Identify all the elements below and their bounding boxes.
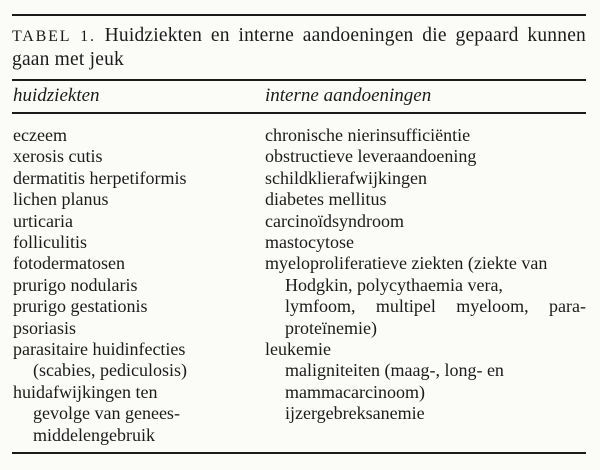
interne-aandoening-entry: mastocytose [265, 232, 354, 253]
huidziekten-entry: parasitaire huidinfecties [13, 339, 186, 360]
huidziekten-entry: dermatitis herpetiformis [13, 167, 187, 188]
huidziekten-entry: prurigo nodularis [13, 274, 138, 295]
table-row [13, 275, 586, 296]
table-row [13, 318, 586, 339]
table-row [13, 168, 586, 189]
table-row [13, 296, 586, 317]
interne-aandoening-entry: diabetes mellitus [265, 189, 387, 210]
table-row [13, 382, 586, 403]
interne-aandoening-entry: Hodgkin, polycythaemia vera, [285, 274, 503, 295]
interne-aandoening-entry: proteïnemie) [285, 317, 377, 338]
table-caption [12, 24, 586, 71]
table-row [13, 125, 586, 146]
table-row [13, 189, 586, 210]
huidziekten-entry: folliculitis [13, 232, 87, 253]
interne-aandoening-entry: myeloproliferatieve ziekten (ziekte van [265, 253, 548, 274]
interne-aandoening-entry: leukemie [265, 339, 331, 360]
huidziekten-entry: fotodermatosen [13, 253, 125, 274]
column-header-row [13, 85, 586, 107]
huidziekten-entry: middelengebruik [33, 424, 155, 445]
table-row [13, 253, 586, 274]
huidziekten-entry: (scabies, pediculosis) [33, 360, 187, 381]
huidziekten-entry: lichen planus [13, 189, 109, 210]
table-row [13, 425, 586, 446]
table-row [13, 339, 586, 360]
caption-separator-rule [12, 79, 586, 81]
interne-aandoening-entry: mammacarcinoom) [285, 381, 425, 402]
table-caption-text: Huidziekten en interne aandoeningen die gepaard kunnen [104, 25, 587, 46]
table-row [13, 360, 586, 381]
huidziekten-entry: psoriasis [13, 317, 76, 338]
huidziekten-entry: gevolge van genees- [33, 403, 180, 424]
interne-aandoening-entry: carcinoïdsyndroom [265, 210, 404, 231]
table-top-rule [12, 14, 586, 16]
interne-aandoening-entry: chronische nierinsufficiëntie [265, 125, 471, 145]
huidziekten-entry: xerosis cutis [13, 146, 103, 167]
table-row [13, 403, 586, 424]
table-body [13, 125, 586, 446]
huidziekten-entry: prurigo gestationis [13, 296, 148, 317]
table-caption-line1 [12, 24, 586, 48]
table-row [13, 232, 586, 253]
table-row [13, 146, 586, 167]
header-separator-rule [12, 112, 586, 114]
interne-aandoening-entry [285, 425, 586, 446]
table-row [13, 211, 586, 232]
table-bottom-rule [12, 452, 586, 454]
interne-aandoening-entry: obstructieve leveraandoening [265, 146, 477, 167]
interne-aandoening-entry: ijzergebreksanemie [285, 403, 425, 424]
interne-aandoening-entry: maligniteiten (maag-, long- en [285, 360, 504, 381]
interne-aandoening-entry: lymfoom, multipel myeloom, para- [285, 296, 586, 317]
huidziekten-entry: urticaria [13, 210, 73, 231]
table-caption-line2: gaan met jeuk [12, 49, 124, 70]
interne-aandoening-entry: schildklierafwijkingen [265, 167, 427, 188]
column-header-huidziekten: huidziekten [13, 85, 100, 106]
table-number-label: TABEL 1. [12, 28, 96, 45]
huidziekten-entry: huidafwijkingen ten [13, 381, 158, 402]
huidziekten-entry: eczeem [13, 125, 67, 145]
column-header-interne-aandoeningen: interne aandoeningen [265, 85, 432, 106]
